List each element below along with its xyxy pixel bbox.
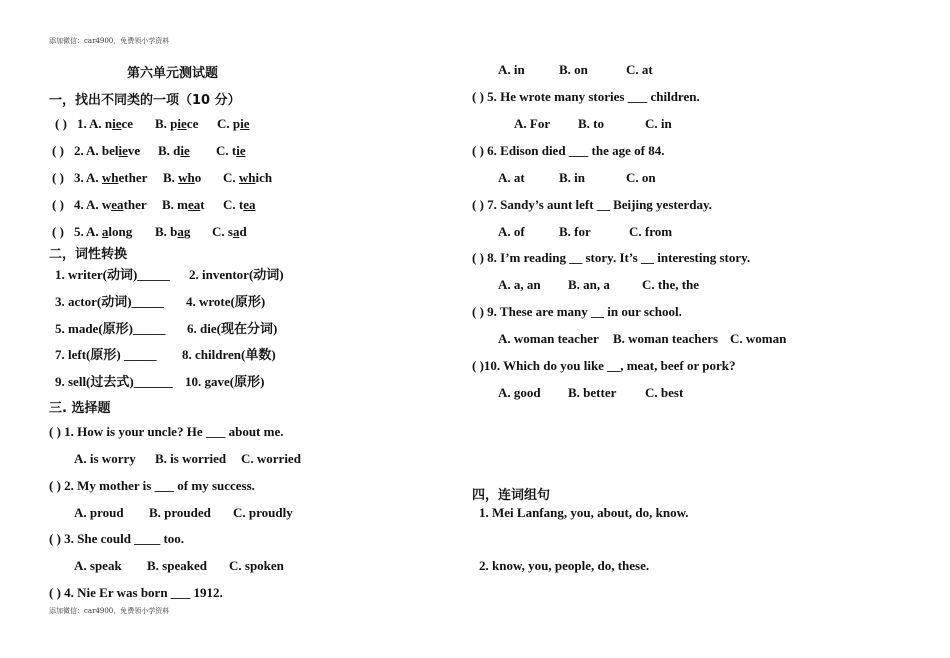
section2-heading: 二，词性转换	[49, 247, 128, 262]
question-4-option-a: A. in	[498, 62, 525, 77]
section1-option-a	[86, 224, 132, 240]
option-text: C. t	[223, 197, 244, 212]
section3-heading: 三. 选择题	[49, 401, 111, 416]
section1-number: 3.	[74, 170, 84, 185]
section1-option-a	[86, 197, 147, 213]
section1-option-a	[86, 170, 147, 186]
option-text: C. p	[217, 116, 241, 131]
question-9-option-c: C. woman	[730, 331, 787, 346]
option-text: C. t	[216, 143, 237, 158]
question-10-option-a: A. good	[498, 385, 541, 400]
option-text: ve	[127, 143, 141, 158]
section1-number: 1.	[77, 116, 87, 131]
question-3-option-c: C. spoken	[229, 558, 284, 573]
option-text: A. bel	[86, 143, 119, 158]
section1-option-c	[217, 116, 250, 132]
section1-paren: ( )	[55, 116, 67, 131]
underlined-letters: ea	[188, 197, 201, 212]
option-text: t	[200, 197, 205, 212]
question-10: ( )10. Which do you like __, meat, beef or pork?	[472, 358, 736, 373]
underlined-letters: a	[232, 224, 240, 239]
question-2-option-b: B. prouded	[149, 505, 211, 520]
question-8-option-a: A. a, an	[498, 277, 541, 292]
section1-option-b	[162, 197, 205, 213]
section4-item-2: 2. know, you, people, do, these.	[479, 558, 650, 573]
question-4-option-b: B. on	[559, 62, 588, 77]
question-6-option-a: A. at	[498, 170, 525, 185]
section4-heading: 四，连词组句	[472, 488, 551, 503]
option-text: g	[183, 224, 191, 239]
question-3: ( ) 3. She could ____ too.	[49, 531, 185, 546]
underlined-letters: wh	[101, 170, 119, 185]
watermark-top: 添加微信：car4900，免费领小学资料	[49, 37, 170, 45]
underlined-letters: ie	[180, 143, 190, 158]
option-text: ether	[118, 170, 148, 185]
section2-item: 10. gave(原形)	[185, 374, 265, 389]
question-2-option-c: C. proudly	[233, 505, 293, 520]
option-text: B. b	[155, 224, 178, 239]
page-title: 第六单元测试题	[127, 66, 219, 81]
question-5-option-b: B. to	[578, 116, 604, 131]
question-9-option-a: A. woman teacher	[498, 331, 599, 346]
section2-item: 5. made(原形)_____	[55, 321, 166, 336]
section1-number: 5.	[74, 224, 84, 239]
section1-option-c	[212, 224, 247, 240]
question-1-option-a: A. is worry	[74, 451, 136, 466]
section1-number: 2.	[74, 143, 84, 158]
option-text: ce	[121, 116, 134, 131]
question-6-option-b: B. in	[559, 170, 586, 185]
option-text: o	[194, 170, 202, 185]
section1-option-b	[158, 143, 190, 159]
section2-item: 2. inventor(动词)	[189, 267, 284, 282]
section1-option-c	[216, 143, 246, 159]
section1-option-c	[223, 197, 256, 213]
question-7-option-c: C. from	[629, 224, 673, 239]
question-9: ( ) 9. These are many __ in our school.	[472, 304, 682, 319]
question-4-option-c: C. at	[626, 62, 653, 77]
option-text: A.	[86, 170, 102, 185]
question-10-option-c: C. best	[645, 385, 684, 400]
section1-option-b	[155, 116, 198, 132]
question-6: ( ) 6. Edison died ___ the age of 84.	[472, 143, 665, 158]
question-5-option-c: C. in	[645, 116, 672, 131]
section4-item-1: 1. Mei Lanfang, you, about, do, know.	[479, 505, 689, 520]
option-text: B. m	[162, 197, 188, 212]
section1-paren: ( )	[52, 143, 64, 158]
section2-item: 9. sell(过去式)______	[55, 374, 173, 389]
question-3-option-a: A. speak	[74, 558, 122, 573]
underlined-letters: ie	[112, 116, 122, 131]
section1-number: 4.	[74, 197, 84, 212]
option-text: B. p	[155, 116, 178, 131]
question-8-option-b: B. an, a	[568, 277, 610, 292]
question-1: ( ) 1. How is your uncle? He ___ about me.	[49, 424, 284, 439]
question-7-option-b: B. for	[559, 224, 591, 239]
underlined-letters: ie	[236, 143, 246, 158]
question-1-option-b: B. is worried	[155, 451, 227, 466]
underlined-letters: wh	[238, 170, 256, 185]
section1-option-c	[223, 170, 272, 186]
section1-paren: ( )	[52, 224, 64, 239]
section1-heading: 一，找出不同类的一项（10 分）	[49, 93, 241, 108]
underlined-letters: ea	[111, 197, 124, 212]
option-text: C.	[223, 170, 239, 185]
question-10-option-b: B. better	[568, 385, 617, 400]
option-text: ce	[186, 116, 199, 131]
question-3-option-b: B. speaked	[147, 558, 207, 573]
underlined-letters: wh	[178, 170, 195, 185]
option-text: C. s	[212, 224, 233, 239]
option-text: B.	[163, 170, 179, 185]
section1-option-b	[155, 224, 190, 240]
option-text: d	[239, 224, 247, 239]
section2-item: 4. wrote(原形)	[186, 294, 266, 309]
underlined-letters: ea	[243, 197, 256, 212]
underlined-letters: ie	[240, 116, 250, 131]
section2-item: 8. children(单数)	[182, 347, 276, 362]
section1-option-b	[163, 170, 201, 186]
option-text: A. w	[86, 197, 112, 212]
underlined-letters: a	[177, 224, 184, 239]
section1-option-a	[86, 143, 140, 159]
watermark-bottom: 添加微信：car4900，免费领小学资料	[49, 607, 170, 615]
option-text: ther	[123, 197, 147, 212]
option-text: A. n	[89, 116, 113, 131]
section2-item: 1. writer(动词)_____	[55, 267, 170, 282]
question-8-option-c: C. the, the	[642, 277, 700, 292]
section1-option-a	[89, 116, 133, 132]
option-text: ich	[255, 170, 273, 185]
question-7-option-a: A. of	[498, 224, 525, 239]
option-text: long	[108, 224, 133, 239]
question-7: ( ) 7. Sandy’s aunt left __ Beijing yesterday.	[472, 197, 713, 212]
section2-item: 3. actor(动词)_____	[55, 294, 165, 309]
question-6-option-c: C. on	[626, 170, 656, 185]
question-2: ( ) 2. My mother is ___ of my success.	[49, 478, 255, 493]
underlined-letters: a	[101, 224, 109, 239]
underlined-letters: ie	[177, 116, 187, 131]
question-8: ( ) 8. I’m reading __ story. It’s __ interesting story.	[472, 250, 751, 265]
option-text: A.	[86, 224, 102, 239]
section2-item: 7. left(原形) _____	[55, 347, 157, 362]
question-1-option-c: C. worried	[241, 451, 301, 466]
section1-paren: ( )	[52, 170, 64, 185]
question-9-option-b: B. woman teachers	[613, 331, 719, 346]
underlined-letters: ie	[118, 143, 128, 158]
question-5: ( ) 5. He wrote many stories ___ children.	[472, 89, 700, 104]
question-2-option-a: A. proud	[74, 505, 124, 520]
section1-paren: ( )	[52, 197, 64, 212]
question-5-option-a: A. For	[514, 116, 551, 131]
section2-item: 6. die(现在分词)	[187, 321, 278, 336]
question-4: ( ) 4. Nie Er was born ___ 1912.	[49, 585, 223, 600]
option-text: B. d	[158, 143, 181, 158]
